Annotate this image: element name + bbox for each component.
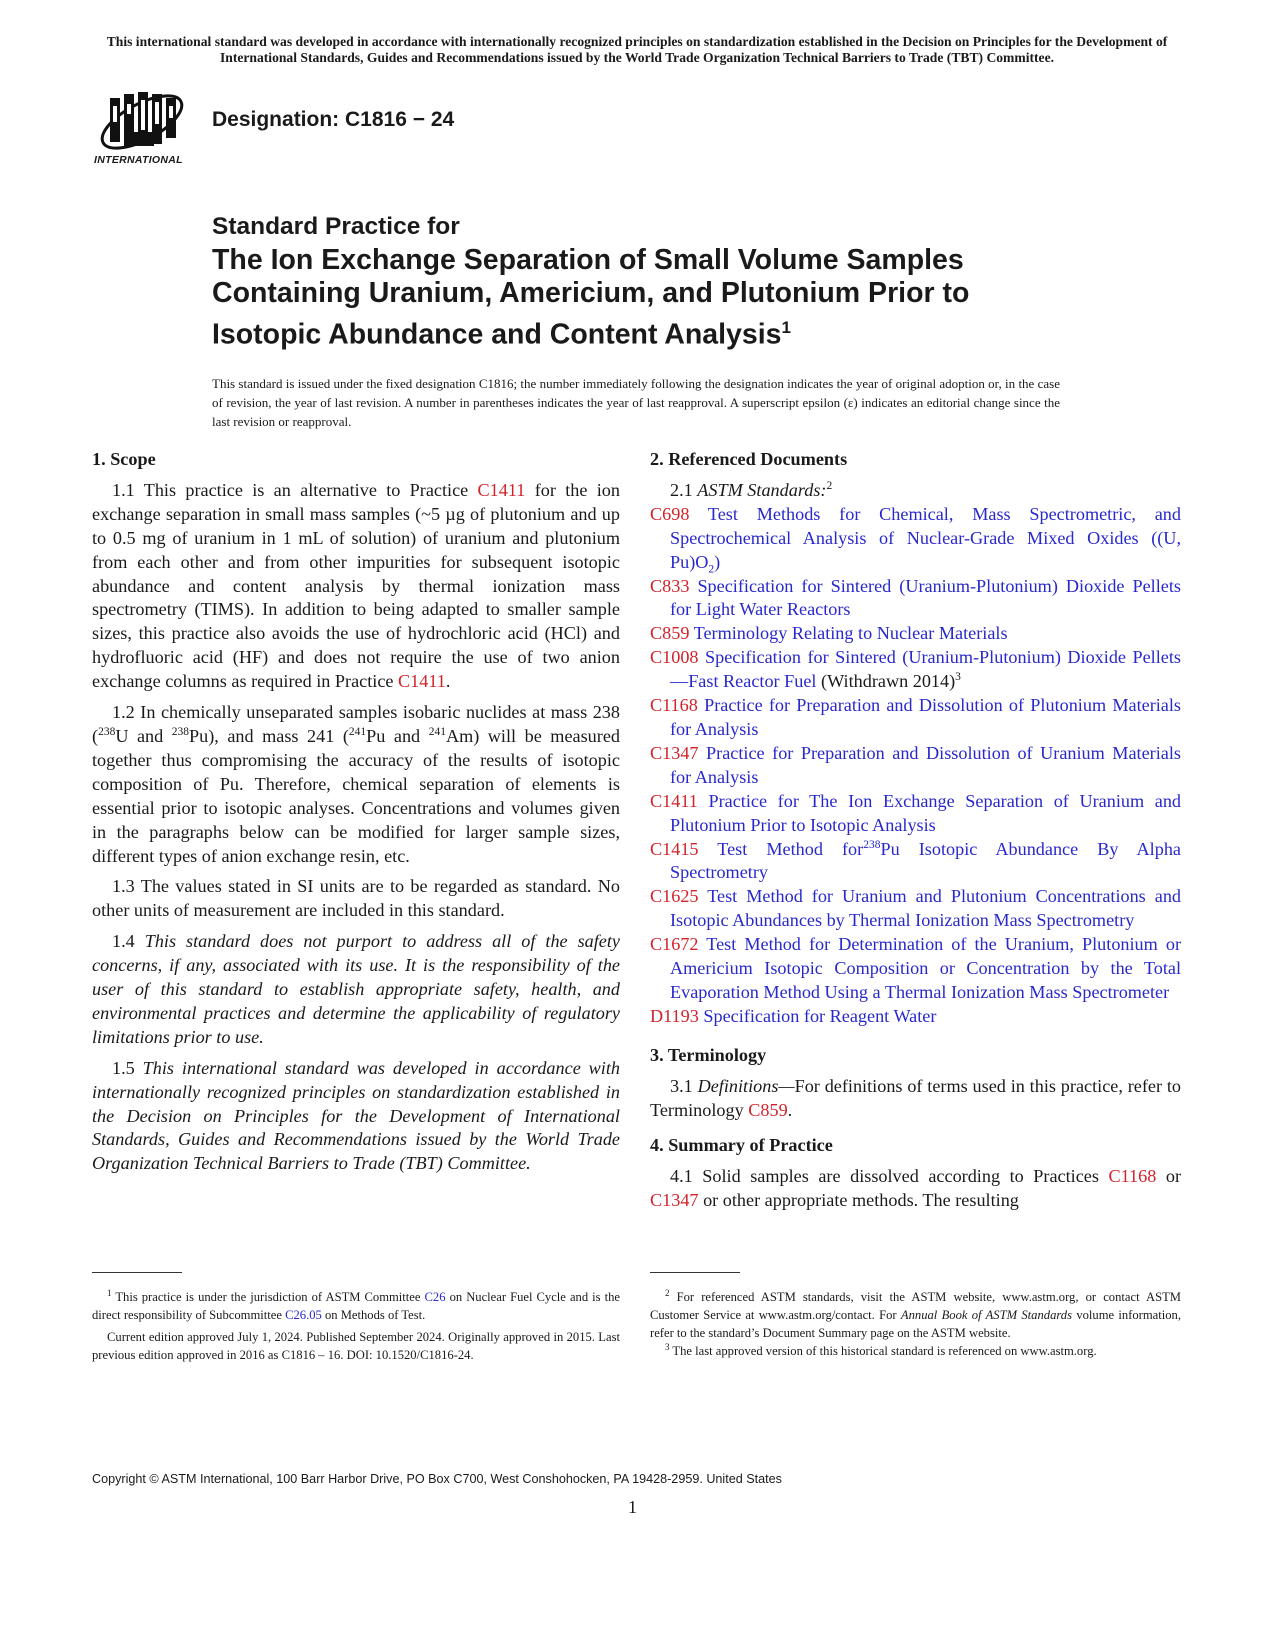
ref-title[interactable]: Specification for Sintered (Uranium-Plutonium) Dioxide Pellets—Fast Reactor Fuel bbox=[670, 647, 1181, 692]
link-c1168[interactable]: C1168 bbox=[1108, 1166, 1157, 1187]
footnote-divider bbox=[650, 1272, 740, 1273]
ref-title[interactable]: Practice for Preparation and Dissolution of Uranium Materials for Analysis bbox=[670, 742, 1181, 787]
paragraph-1-5 bbox=[92, 1057, 620, 1177]
ref-code[interactable]: C1672 bbox=[650, 934, 699, 955]
paragraph-1-2 bbox=[92, 701, 620, 868]
ref-title[interactable]: Specification for Sintered (Uranium-Plutonium) Dioxide Pellets for Light Water Reactors bbox=[670, 575, 1181, 620]
link-c1411[interactable]: C1411 bbox=[477, 479, 526, 500]
para-text: for the ion exchange separation in small mass samples (~5 µg of plutonium and up to 0.5 mg of uranium in 1 mL of solution) of uranium and plutonium from each other and from other impurities for subsequent isotopic abundance and content analysis by thermal ionization mass spectrometry (TIMS). In addition to being adapted to smaller sample sizes, this practice also avoids the use of hydrochloric acid (HCl) and hydrofluoric acid (HF) and does not require the use of two anion exchange columns as required in Practice bbox=[92, 479, 620, 692]
superscript: 238 bbox=[171, 725, 190, 738]
ref-item[interactable] bbox=[650, 885, 1181, 933]
para-text: This international standard was developed in accordance with internationally recognized principles on standardization established in the Decision on Principles for the Development of International Standards, Guides and Recommendations issued by the World Trade Organization Technical Barriers to Trade (TBT) Committee. bbox=[92, 1057, 621, 1174]
ref-item[interactable] bbox=[650, 694, 1181, 742]
para-text: U and bbox=[115, 725, 164, 746]
section-scope-heading: 1. Scope bbox=[92, 449, 156, 469]
para-text: . bbox=[787, 1099, 793, 1120]
ref-item[interactable] bbox=[650, 742, 1181, 790]
paragraph-3-1 bbox=[650, 1075, 1181, 1123]
superscript: 238 bbox=[98, 725, 116, 738]
ref-title[interactable]: Terminology Relating to Nuclear Materials bbox=[693, 623, 1008, 644]
footnote-2 bbox=[650, 1288, 1181, 1342]
para-number: 3.1 bbox=[670, 1075, 693, 1096]
paragraph-1-4 bbox=[92, 930, 620, 1050]
footnote-divider bbox=[92, 1272, 182, 1273]
ref-item[interactable] bbox=[650, 503, 1181, 575]
para-text: . bbox=[445, 671, 451, 692]
paragraph-1-3 bbox=[92, 875, 620, 923]
ref-code[interactable]: C1347 bbox=[650, 742, 699, 763]
designation: Designation: C1816 − 24 bbox=[212, 108, 455, 131]
link-c1347[interactable]: C1347 bbox=[650, 1190, 699, 1211]
footnote-text: For referenced ASTM standards, visit the ASTM website, www.astm.org, or contact ASTM Customer Service at www.astm.org/contact. For bbox=[650, 1290, 1181, 1322]
ref-item[interactable] bbox=[650, 790, 1181, 838]
para-text: Pu and bbox=[366, 725, 421, 746]
superscript: 3 bbox=[955, 671, 961, 684]
footnote-mark: 1 bbox=[107, 1287, 112, 1298]
ref-title[interactable]: Practice for The Ion Exchange Separation of Uranium and Plutonium Prior to Isotopic Analysis bbox=[670, 790, 1182, 835]
para-text: In chemically unseparated samples isobaric nuclides at mass 238 ( bbox=[92, 702, 620, 746]
footnote-text: volume information, refer to the standard’s Document Summary page on the ASTM website. bbox=[650, 1308, 1181, 1340]
right-column bbox=[650, 448, 1181, 1220]
para-text: Pu), and mass 241 ( bbox=[189, 725, 349, 746]
ref-code[interactable]: C1411 bbox=[650, 790, 698, 811]
title-line-3: Containing Uranium, Americium, and Plutonium Prior to bbox=[212, 277, 970, 309]
ref-withdrawn-note: (Withdrawn 2014) bbox=[821, 671, 956, 692]
section-referenced-heading: 2. Referenced Documents bbox=[650, 449, 848, 469]
ref-title[interactable]: Practice for Preparation and Dissolution of Plutonium Materials for Analysis bbox=[670, 695, 1182, 739]
page-number: 1 bbox=[628, 1497, 637, 1517]
section-summary-heading: 4. Summary of Practice bbox=[650, 1135, 833, 1156]
footnote-text: on Nuclear Fuel Cycle and is the direct responsibility of Subcommittee bbox=[92, 1290, 620, 1322]
footnote-edition: Current edition approved July 1, 2024. Published September 2024. Originally approved in 2015. Last previous edition approved in 2016 as C1816 – 16. DOI: 10.1520/C1816-24. bbox=[92, 1330, 620, 1362]
paragraph-4-1 bbox=[650, 1165, 1181, 1213]
superscript: 241 bbox=[348, 725, 367, 738]
ref-item[interactable] bbox=[650, 622, 1181, 646]
document-title bbox=[212, 210, 1032, 352]
ref-code[interactable]: C1625 bbox=[650, 886, 699, 907]
copyright-notice: Copyright © ASTM International, 100 Barr Harbor Drive, PO Box C700, West Conshohocken, PA 19428-2959. United States bbox=[92, 1472, 782, 1486]
footnote-text: The last approved version of this historical standard is referenced on www.astm.org. bbox=[672, 1344, 1097, 1358]
ref-code[interactable]: C1008 bbox=[650, 647, 699, 668]
para-number: 2.1 bbox=[670, 479, 693, 500]
title-line-1: Standard Practice for bbox=[212, 213, 460, 240]
section-terminology-heading: 3. Terminology bbox=[650, 1044, 767, 1065]
para-number: 1.3 bbox=[112, 876, 135, 897]
superscript: 2 bbox=[826, 479, 833, 492]
ref-code[interactable]: C1415 bbox=[650, 838, 699, 859]
para-number: 1.5 bbox=[112, 1057, 135, 1078]
para-text: The values stated in SI units are to be regarded as standard. No other units of measurement are included in this standard. bbox=[92, 876, 620, 921]
para-text: This standard does not purport to address all of the safety concerns, if any, associated with its use. It is the responsibility of the user of this standard to establish appropriate safety, health, and environmental practices and determine the applicability of regulatory limitations prior to use. bbox=[92, 931, 621, 1047]
para-number: 4.1 bbox=[670, 1166, 693, 1187]
subheading-label: ASTM Standards: bbox=[697, 479, 827, 500]
paragraph-1-1 bbox=[92, 479, 620, 694]
left-column bbox=[92, 448, 620, 1183]
footnote-mark: 3 bbox=[665, 1341, 670, 1352]
footnote-text: This practice is under the jurisdiction of ASTM Committee bbox=[115, 1290, 421, 1304]
link-c859[interactable]: C859 bbox=[748, 1099, 788, 1120]
ref-title[interactable]: Test Methods for Chemical, Mass Spectrometric, and Spectrochemical Analysis of Nuclear-Grade Mixed Oxides ((U, Pu)O bbox=[670, 503, 1181, 572]
para-text: For definitions of terms used in this practice, refer to Terminology bbox=[650, 1075, 1182, 1120]
footnote-text: on Methods of Test. bbox=[324, 1308, 426, 1322]
footnotes-right bbox=[650, 1288, 1181, 1360]
top-notice: This international standard was developed in accordance with internationally recognized principles on standardization established in the Decision on Principles for the Development of International Standards, Guides and Recommendations issued by the World Trade Organization Technical Barriers to Trade (TBT) Committee. bbox=[106, 34, 1168, 65]
ref-title: ) bbox=[714, 551, 721, 572]
ref-code[interactable]: C698 bbox=[650, 503, 690, 524]
link-c26[interactable]: C26 bbox=[424, 1290, 446, 1304]
ref-code[interactable]: C859 bbox=[650, 623, 690, 644]
ref-code[interactable]: C1168 bbox=[650, 695, 698, 716]
issuance-statement: This standard is issued under the fixed designation C1816; the number immediately following the designation indicates the year of original adoption or, in the case of revision, the year of last revision. A number in parentheses indicates the year of last reapproval. A superscript epsilon (ε) indicates an editorial change since the last revision or reapproval. bbox=[212, 376, 1060, 429]
footnote-mark: 2 bbox=[665, 1287, 670, 1298]
ref-item[interactable] bbox=[650, 646, 1181, 694]
footnotes-left bbox=[92, 1288, 620, 1364]
astm-standards-subheading bbox=[650, 479, 1181, 503]
ref-item[interactable] bbox=[650, 838, 1181, 886]
para-text: Solid samples are dissolved according to Practices bbox=[702, 1166, 1099, 1187]
para-number: 1.4 bbox=[112, 931, 135, 952]
ref-code[interactable]: D1193 bbox=[650, 1005, 699, 1026]
footnote-1 bbox=[92, 1288, 620, 1324]
title-footnote-mark[interactable]: 1 bbox=[781, 317, 791, 337]
title-line-4-text: Isotopic Abundance and Content Analysis bbox=[212, 318, 782, 350]
title-line-2: The Ion Exchange Separation of Small Volume Samples bbox=[212, 243, 964, 276]
ref-item[interactable] bbox=[650, 933, 1181, 1005]
superscript: 238 bbox=[863, 838, 881, 851]
ref-code[interactable]: C833 bbox=[650, 575, 690, 596]
ref-title[interactable]: Pu Isotopic Abundance By Alpha Spectrometry bbox=[670, 838, 1181, 883]
para-text: or bbox=[1165, 1166, 1182, 1187]
link-c1411[interactable]: C1411 bbox=[398, 671, 446, 692]
superscript: 241 bbox=[428, 725, 446, 738]
ref-title[interactable]: Test Method for Determination of the Uranium, Plutonium or Americium Isotopic Composition or Concentration by the Total Evaporation Method Using a Thermal Ionization Mass Spectrometer bbox=[670, 934, 1181, 1002]
title-line-4 bbox=[212, 311, 1032, 352]
para-number: 1.2 bbox=[112, 702, 135, 723]
link-c26-05[interactable]: C26.05 bbox=[285, 1308, 322, 1322]
ref-item[interactable] bbox=[650, 1005, 1181, 1029]
ref-title[interactable]: Test Method for bbox=[717, 838, 864, 859]
footnote-3 bbox=[650, 1342, 1181, 1360]
logo-international-text: INTERNATIONAL bbox=[94, 154, 183, 166]
para-text: Am) will be measured together thus compromising the accuracy of the results of isotopic composition of Pu. Therefore, chemical separation of elements is essential prior to isotopic analyses. Concentrations and volumes given in the paragraphs below can be modified for larger sample sizes, different types of anion exchange resin, etc. bbox=[92, 725, 620, 866]
ref-title[interactable]: Specification for Reagent Water bbox=[703, 1005, 937, 1026]
para-number: 1.1 bbox=[112, 479, 135, 500]
subscript: 2 bbox=[708, 563, 715, 576]
ref-title[interactable]: Test Method for Uranium and Plutonium Concentrations and Isotopic Abundances by Thermal Ionization Mass Spectrometry bbox=[670, 886, 1182, 931]
astm-logo bbox=[94, 88, 192, 174]
footnote-text: Annual Book of ASTM Standards bbox=[900, 1308, 1073, 1322]
para-text: This practice is an alternative to Practice bbox=[143, 479, 469, 500]
definition-label: Definitions— bbox=[697, 1075, 795, 1096]
ref-item[interactable] bbox=[650, 575, 1181, 623]
para-text: or other appropriate methods. The resulting bbox=[703, 1190, 1019, 1211]
